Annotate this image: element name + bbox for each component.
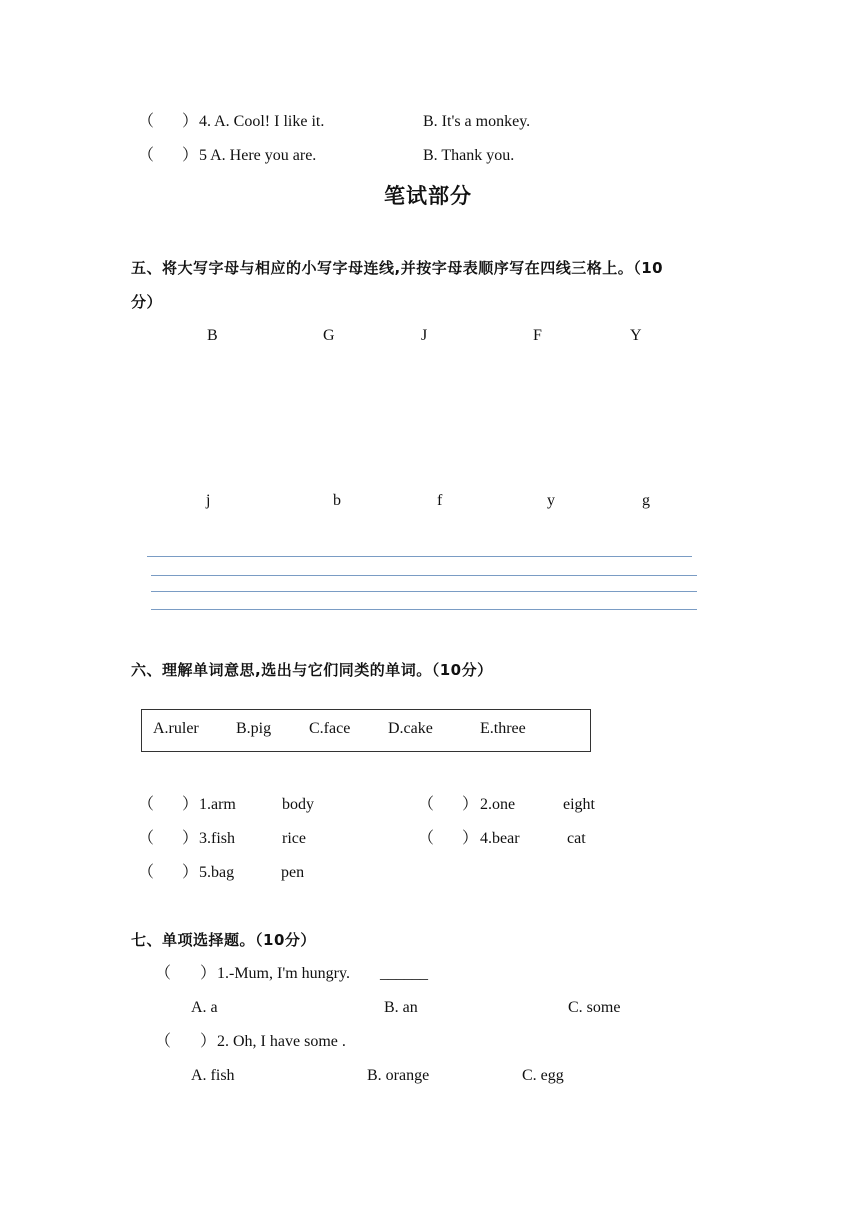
choice-a: A. a — [191, 999, 218, 1016]
answer-paren-close: ） — [182, 864, 199, 881]
item-word: 5.bag — [199, 864, 235, 881]
choice-a: A. fish — [191, 1067, 235, 1084]
lowercase-letter: y — [547, 492, 555, 509]
item-word: body — [282, 796, 314, 813]
question-2-text: 2. Oh, I have some . — [217, 1033, 346, 1050]
question-4-option-a: 4. A. Cool! I like it. — [199, 113, 325, 130]
choice-c: C. some — [568, 999, 621, 1016]
word-option: E.three — [480, 720, 526, 737]
word-option: A.ruler — [153, 720, 199, 737]
word-option: D.cake — [388, 720, 433, 737]
item-word: 2.one — [480, 796, 516, 813]
item-word: 4.bear — [480, 830, 520, 847]
word-option: C.face — [309, 720, 351, 737]
answer-paren-close: ） — [200, 965, 217, 982]
lowercase-letter: j — [206, 492, 211, 509]
guide-line — [151, 575, 697, 576]
answer-paren-open: （ — [138, 864, 155, 881]
question-1-text: 1.-Mum, I'm hungry. — [217, 965, 350, 982]
item-word: cat — [567, 830, 586, 847]
item-word: pen — [281, 864, 305, 881]
answer-paren-close: ） — [462, 830, 479, 847]
answer-paren-close: ） — [462, 796, 479, 813]
word-options-box — [141, 709, 591, 752]
choice-b: B. an — [384, 999, 418, 1016]
section-5-title-line-1: 五、将大写字母与相应的小写字母连线,并按字母表顺序写在四线三格上。（10 — [131, 259, 664, 277]
lowercase-letter: g — [642, 492, 650, 509]
uppercase-letter: G — [323, 327, 335, 344]
answer-paren-close: ） — [182, 147, 199, 164]
answer-blank: ______ — [380, 965, 428, 982]
answer-paren-open: （ — [138, 147, 155, 164]
section-7-title: 七、单项选择题。（10分） — [131, 931, 316, 949]
uppercase-letter: F — [533, 327, 542, 344]
question-4-option-b: B. It's a monkey. — [423, 113, 531, 130]
item-word: rice — [282, 830, 306, 847]
answer-paren-open: （ — [155, 1033, 172, 1050]
written-section-title: 笔试部分 — [384, 184, 472, 208]
question-5-option-a: 5 A. Here you are. — [199, 147, 317, 164]
answer-paren-open: （ — [155, 965, 172, 982]
uppercase-letter: Y — [630, 327, 642, 344]
item-word: 3.fish — [199, 830, 235, 847]
lowercase-letter: b — [333, 492, 341, 509]
section-5-title-line-2: 分） — [131, 293, 163, 311]
guide-line — [151, 609, 697, 610]
answer-paren-open: （ — [138, 113, 155, 130]
answer-paren-close: ） — [182, 113, 199, 130]
answer-paren-close: ） — [182, 796, 199, 813]
question-5-option-b: B. Thank you. — [423, 147, 515, 164]
answer-paren-close: ） — [182, 830, 199, 847]
answer-paren-open: （ — [138, 830, 155, 847]
uppercase-letter: B — [207, 327, 218, 344]
answer-paren-open: （ — [138, 796, 155, 813]
item-word: eight — [563, 796, 595, 813]
answer-paren-close: ） — [200, 1033, 217, 1050]
guide-line — [151, 591, 697, 592]
choice-c: C. egg — [522, 1067, 564, 1084]
answer-paren-open: （ — [418, 830, 435, 847]
section-6-title: 六、理解单词意思,选出与它们同类的单词。（10分） — [131, 661, 493, 679]
word-option: B.pig — [236, 720, 272, 737]
answer-paren-open: （ — [418, 796, 435, 813]
uppercase-letter: J — [421, 327, 428, 344]
item-word: 1.arm — [199, 796, 236, 813]
choice-b: B. orange — [367, 1067, 430, 1084]
guide-line — [147, 556, 692, 557]
lowercase-letter: f — [437, 492, 443, 509]
